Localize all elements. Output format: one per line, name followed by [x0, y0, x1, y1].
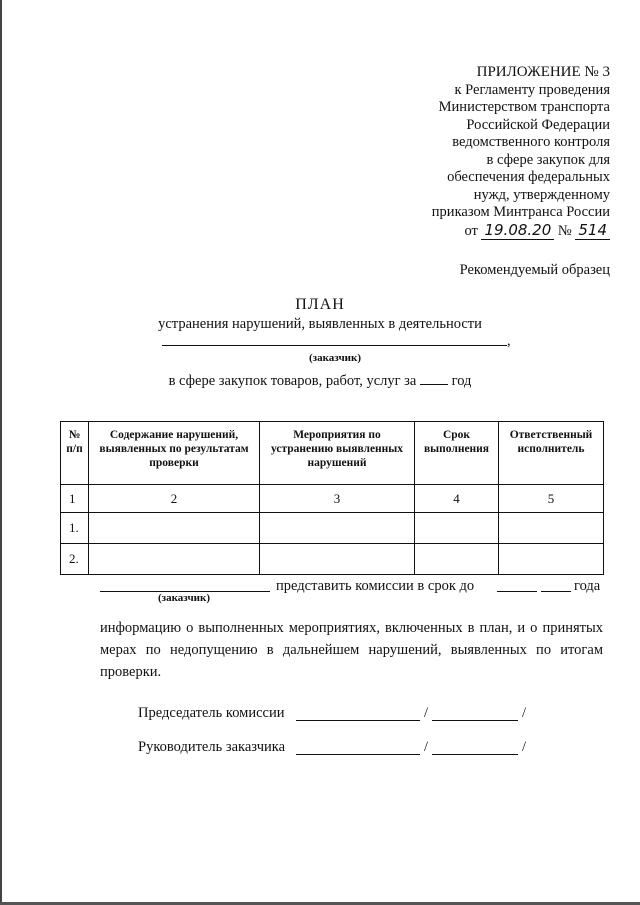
handwritten-number: 514	[575, 221, 610, 240]
table-row	[61, 513, 604, 544]
signature-end: /	[522, 705, 527, 721]
table-column-numbers-row	[61, 485, 604, 513]
row-number: 2.	[61, 544, 89, 575]
table-cell	[89, 513, 260, 544]
submit-customer-caption: (заказчик)	[158, 592, 210, 604]
row-number: 1.	[61, 513, 89, 544]
appendix-line: Российской Федерации	[466, 116, 610, 133]
signature-role-head: Руководитель заказчика	[138, 739, 286, 755]
column-number: 3	[260, 485, 415, 513]
info-paragraph: информацию о выполненных мероприятиях, включенных в план, и о принятых мерах по недопущению в дальнейшем нарушений, выявленных по итогам проверки.	[100, 620, 603, 680]
header-deadline: Срок выполнения	[415, 422, 499, 485]
signature-blank	[296, 754, 420, 755]
signature-name-blank	[432, 720, 518, 721]
appendix-header	[395, 64, 610, 240]
customer-caption: (заказчик)	[309, 352, 361, 364]
header-responsible: Ответственный исполнитель	[499, 422, 604, 485]
table-cell	[415, 513, 499, 544]
appendix-line: в сфере закупок для	[486, 151, 610, 168]
appendix-line: к Регламенту проведения	[454, 81, 610, 98]
header-number: № п/п	[61, 422, 89, 485]
column-number: 1	[61, 485, 89, 513]
scope-suffix: год	[451, 373, 472, 389]
column-number: 2	[89, 485, 260, 513]
signature-separator: /	[424, 739, 429, 755]
customer-blank-line	[162, 345, 507, 346]
signature-separator: /	[424, 705, 429, 721]
signature-name-blank	[432, 754, 518, 755]
table-cell	[260, 513, 415, 544]
appendix-line: обеспечения федеральных	[447, 169, 610, 185]
table-cell	[415, 544, 499, 575]
scan-edge-left	[0, 0, 2, 905]
customer-comma: ,	[507, 333, 511, 349]
signature-end: /	[522, 739, 527, 755]
handwritten-date: 19.08.20	[481, 221, 554, 240]
submit-date-blank	[497, 591, 537, 592]
column-number: 4	[415, 485, 499, 513]
table-cell	[499, 513, 604, 544]
appendix-line: ведомственного контроля	[452, 134, 610, 150]
signature-blank	[296, 720, 420, 721]
signature-role-chairman: Председатель комиссии	[138, 705, 285, 721]
table-header-row	[61, 422, 604, 485]
recommended-sample-label: Рекомендуемый образец	[459, 262, 610, 278]
header-violations: Содержание нарушений, выявленных по результатам проверки	[89, 422, 260, 485]
plan-title: ПЛАН	[295, 296, 345, 313]
plan-subtitle: устранения нарушений, выявленных в деятельности	[158, 316, 482, 332]
table-cell	[89, 544, 260, 575]
column-number: 5	[499, 485, 604, 513]
appendix-line: приказом Минтранса России	[431, 204, 610, 220]
table-cell	[260, 544, 415, 575]
appendix-line: нужд, утвержденному	[473, 186, 610, 203]
number-prefix: №	[557, 222, 572, 239]
date-prefix: от	[464, 222, 478, 239]
scope-prefix: в сфере закупок товаров, работ, услуг за	[168, 373, 417, 389]
year-blank	[420, 372, 448, 385]
plan-table	[60, 421, 604, 575]
submit-text: представить комиссии в срок до	[276, 578, 475, 594]
order-date-line	[395, 222, 610, 241]
table-row	[61, 544, 604, 575]
submit-month-blank	[541, 591, 571, 592]
table-cell	[499, 544, 604, 575]
appendix-line: Министерством транспорта	[438, 99, 610, 115]
submit-suffix: года	[574, 578, 601, 594]
appendix-title: ПРИЛОЖЕНИЕ № 3	[476, 64, 610, 80]
procurement-scope-line	[0, 372, 640, 390]
header-measures: Мероприятия по устранению выявленных нарушений	[260, 422, 415, 485]
